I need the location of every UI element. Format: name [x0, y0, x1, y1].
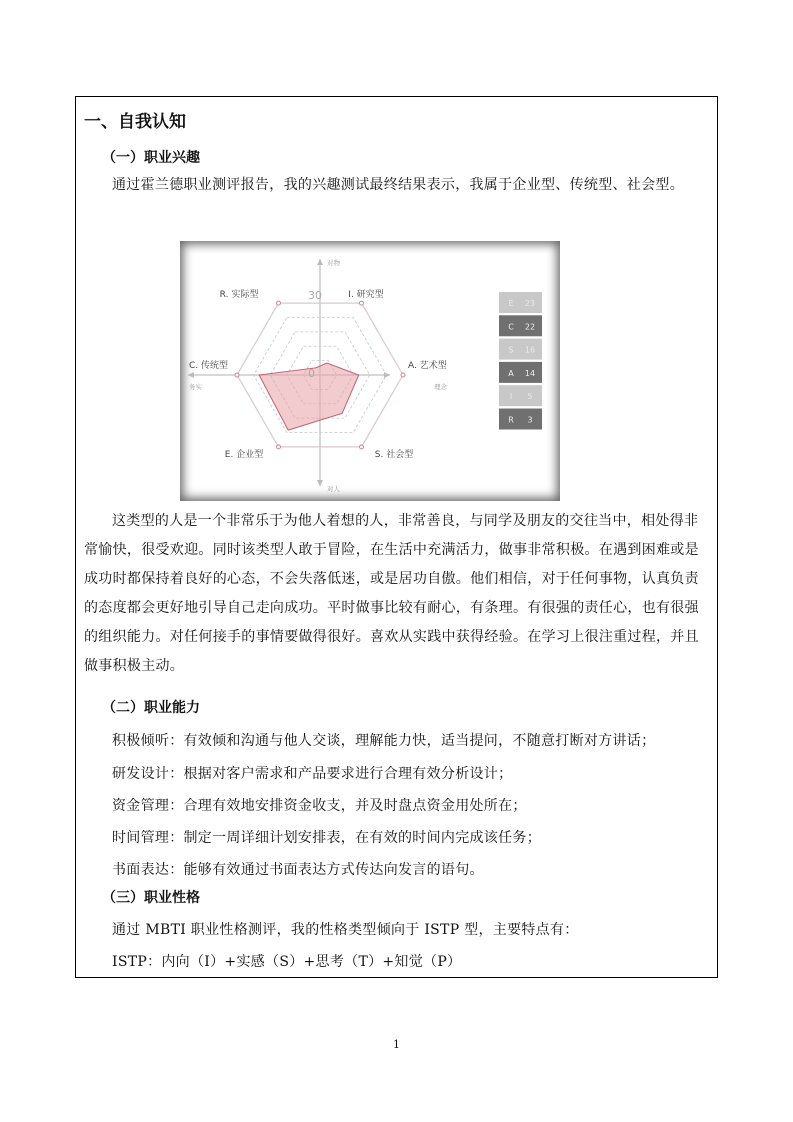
legend-code: A: [508, 368, 514, 378]
legend-cell: [499, 292, 542, 313]
legend-value: 22: [524, 322, 536, 332]
axis-arrow-up-icon: [317, 259, 323, 265]
legend-code: I: [509, 392, 513, 402]
legend-code: C: [508, 322, 514, 332]
radar-vertex-marker: [235, 373, 239, 377]
radar-svg: [180, 241, 560, 501]
legend-code: S: [508, 345, 514, 355]
axis-label: S. 社会型: [374, 450, 414, 460]
tick-label: 0: [308, 367, 315, 380]
legend-cell: [499, 385, 542, 406]
section-title: 一、自我认知: [84, 112, 186, 132]
interest-heading: （一）职业兴趣: [102, 150, 200, 166]
interest-description: 这类型的人是一个非常乐于为他人着想的人，非常善良，与同学及朋友的交往当中，相处得非常愉快，很受欢迎。同时该类型人敢于冒险，在生活中充满活力，做事非常积极。在遇到困难或是成功时都保持着良好的心态，不会失落低迷，或是居功自傲。他们相信，对于任何事物，认真负责的态度都会更好地引导自己走向成功。平时做事比较有耐心，有条理。有很强的责任心，也有很强的组织能力。对任何接手的事情要做得很好。喜欢从实践中获得经验。在学习上很注重过程，并且做事积极主动。: [84, 513, 699, 674]
legend-cell: [499, 339, 542, 360]
axis-arrow-left-icon: [188, 372, 194, 378]
direction-label-right: 理念: [434, 383, 447, 391]
legend-value: 14: [524, 368, 536, 378]
axis-label: I. 研究型: [348, 290, 384, 300]
axis-label: R. 实际型: [219, 290, 259, 300]
radar-vertex-marker: [277, 301, 281, 305]
page-number: 1: [393, 1038, 400, 1051]
direction-label-left: 务实: [189, 383, 202, 391]
ability-item: 时间管理：制定一周详细计划安排表，在有效的时间内完成该任务；: [112, 830, 541, 846]
holland-radar-chart: [180, 241, 560, 501]
content-frame: [75, 96, 718, 978]
legend-code: R: [508, 415, 514, 425]
ability-heading: （二）职业能力: [102, 700, 200, 716]
radar-vertex-marker: [360, 301, 364, 305]
ability-item: 书面表达：能够有效通过书面表达方式传达向发言的语句。: [112, 862, 484, 878]
legend-value: 5: [527, 392, 533, 402]
legend-value: 16: [524, 345, 536, 355]
ability-item: 研发设计：根据对客户需求和产品要求进行合理有效分析设计；: [112, 766, 513, 782]
personality-intro: 通过 MBTI 职业性格测评，我的性格类型倾向于 ISTP 型，主要特点有：: [112, 922, 579, 938]
direction-label-bottom: 对人: [327, 485, 340, 493]
radar-vertex-marker: [360, 445, 364, 449]
axis-label: E. 企业型: [224, 450, 264, 460]
legend-value: 3: [527, 415, 533, 425]
direction-label-top: 对物: [327, 259, 340, 267]
personality-heading: （三）职业性格: [102, 890, 200, 906]
interest-intro: 通过霍兰德职业测评报告，我的兴趣测试最终结果表示，我属于企业型、传统型、社会型。: [112, 177, 684, 193]
tick-label: 30: [308, 289, 322, 302]
axis-label: C. 传统型: [189, 361, 229, 371]
radar-vertex-marker: [401, 373, 405, 377]
personality-detail: ISTP：内向（I）+实感（S）+思考（T）+知觉（P）: [112, 954, 462, 970]
ability-item: 积极倾听：有效倾和沟通与他人交谈，理解能力快，适当提问，不随意打断对方讲话；: [112, 733, 656, 749]
legend-cell: [499, 315, 542, 336]
legend-cell: [499, 362, 542, 383]
axis-label: A. 艺术型: [408, 361, 447, 371]
legend-cell: [499, 409, 542, 430]
legend-value: 23: [524, 299, 536, 308]
radar-vertex-marker: [277, 445, 281, 449]
ability-item: 资金管理：合理有效地安排资金收支，并及时盘点资金用处所在；: [112, 798, 527, 814]
legend-code: E: [508, 299, 514, 308]
axis-arrow-down-icon: [317, 480, 323, 486]
